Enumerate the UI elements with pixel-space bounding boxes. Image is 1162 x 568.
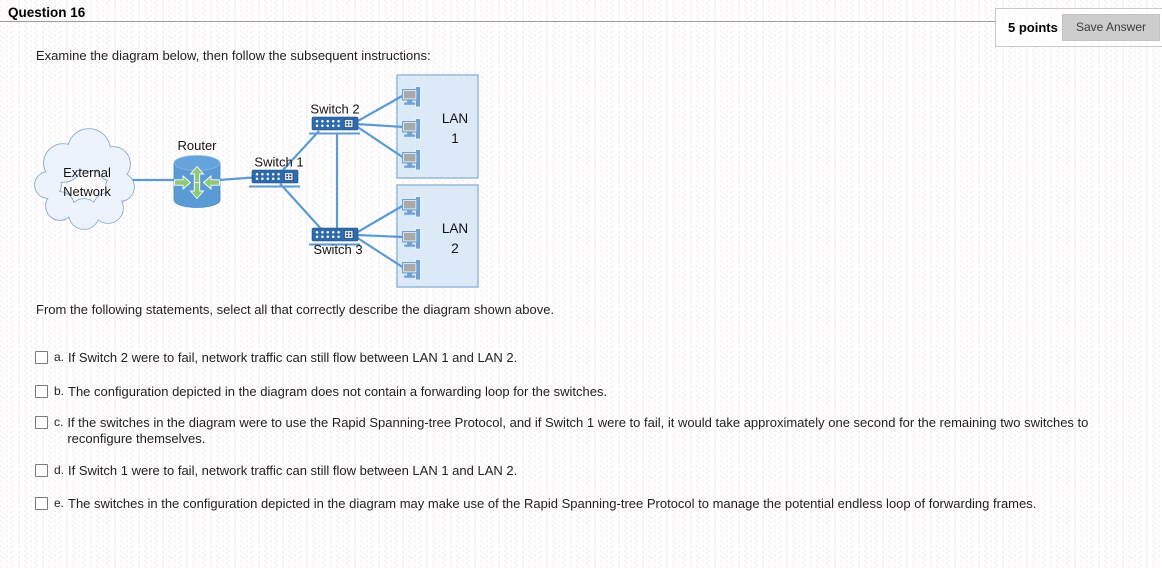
option-letter: e. <box>54 496 65 510</box>
option-d-checkbox[interactable] <box>35 464 48 477</box>
question-title: Question 16 <box>8 5 86 20</box>
option-text: If the switches in the diagram were to use the Rapid Spanning-tree Protocol, and if Switch 1 were to fail, it would take approximately one second for the remaining two switches to reconfigure themselves. <box>67 415 1089 446</box>
points-label: 5 points <box>1008 20 1058 35</box>
computer-icon <box>402 150 421 171</box>
header-divider <box>0 21 995 22</box>
option-letter: b. <box>54 384 65 398</box>
option-letter: c. <box>54 415 64 429</box>
computer-icon <box>402 229 421 250</box>
option-row <box>35 463 1145 479</box>
lan2-label-line1: LAN <box>441 221 469 236</box>
option-e-checkbox[interactable] <box>35 497 48 510</box>
external-network-label-line2: Network <box>63 184 111 199</box>
computer-icon <box>402 119 421 140</box>
computer-icon <box>402 197 421 218</box>
connection-line-switch1-switch3 <box>280 184 323 232</box>
option-text: The configuration depicted in the diagram does not contain a forwarding loop for the switches. <box>68 384 608 399</box>
lan1-label-line1: LAN <box>441 111 469 126</box>
switch2-icon <box>309 117 360 134</box>
network-diagram <box>30 74 486 292</box>
option-text: If Switch 2 were to fail, network traffic can still flow between LAN 1 and LAN 2. <box>68 350 518 365</box>
switch3-label: Switch 3 <box>313 242 363 257</box>
option-letter: d. <box>54 463 65 477</box>
option-c-checkbox[interactable] <box>35 416 48 429</box>
external-network-cloud <box>35 129 134 229</box>
router-icon <box>174 156 220 208</box>
save-answer-button[interactable]: Save Answer <box>1062 14 1160 41</box>
lan2-label-line2: 2 <box>451 241 459 256</box>
option-a-checkbox[interactable] <box>35 351 48 364</box>
connection-line-router-switch1 <box>219 178 253 181</box>
lan1-label-line2: 1 <box>451 131 459 146</box>
option-row <box>35 350 1145 366</box>
switch1-icon <box>249 170 300 187</box>
router-label: Router <box>177 138 217 153</box>
option-row <box>35 496 1145 512</box>
option-text: The switches in the configuration depicted in the diagram may make use of the Rapid Spanning-tree Protocol to manage the potential endless loop of forwarding frames. <box>68 496 1037 511</box>
option-row <box>35 415 1145 447</box>
external-network-label-line1: External <box>63 165 111 180</box>
instructions-text: Examine the diagram below, then follow the subsequent instructions: <box>36 48 431 63</box>
option-b-checkbox[interactable] <box>35 385 48 398</box>
switch2-label: Switch 2 <box>310 101 360 117</box>
option-row <box>35 384 1145 400</box>
points-box <box>995 8 1162 47</box>
option-text: If Switch 1 were to fail, network traffic can still flow between LAN 1 and LAN 2. <box>68 463 518 478</box>
computer-icon <box>402 260 421 281</box>
question-prompt: From the following statements, select all that correctly describe the diagram shown above. <box>36 302 555 317</box>
computer-icon <box>402 87 421 108</box>
option-letter: a. <box>54 350 65 364</box>
switch1-label: Switch 1 <box>254 154 304 170</box>
